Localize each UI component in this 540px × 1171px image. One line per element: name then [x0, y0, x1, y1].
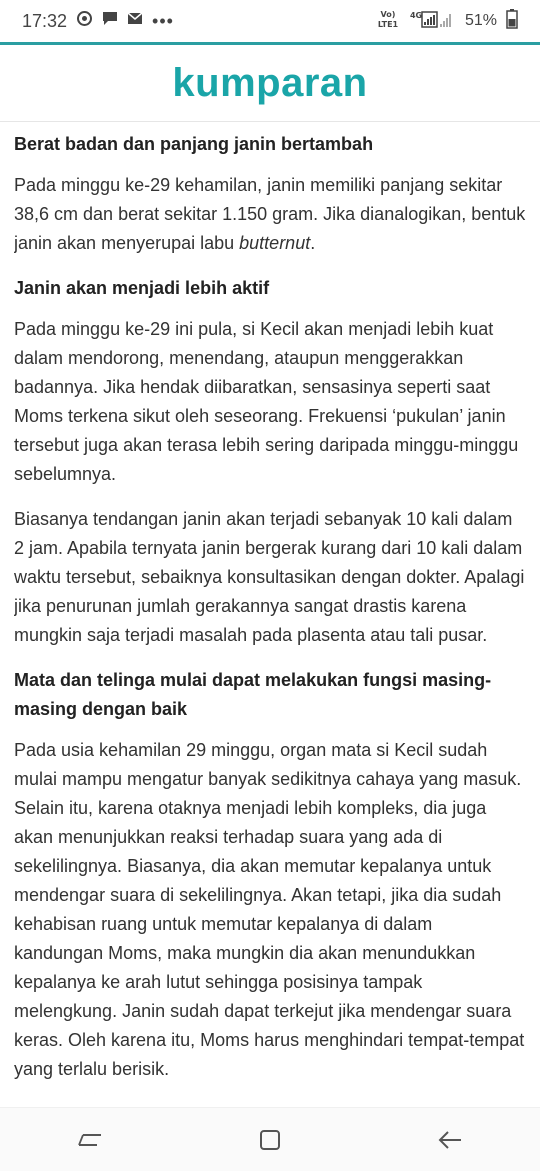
battery-percentage: 51%	[464, 12, 497, 29]
status-bar-right	[375, 9, 518, 34]
kumparan-logo[interactable]	[172, 63, 367, 103]
volte-icon	[375, 9, 401, 34]
chat-icon	[102, 11, 118, 31]
network-label-1: Vo)	[380, 9, 396, 19]
back-button[interactable]	[420, 1120, 480, 1160]
status-bar	[0, 0, 540, 42]
logo-text: kumparan	[172, 61, 368, 105]
section-heading-senses: Mata dan telinga mulai dapat melakukan fungsi masing-masing dengan baik	[14, 670, 492, 719]
section-heading-growth: Berat badan dan panjang janin bertambah	[14, 134, 374, 154]
more-notifications-icon: •••	[152, 11, 174, 31]
network-label-2: LTE1	[377, 19, 399, 29]
content-fade	[14, 1085, 526, 1107]
back-arrow-icon	[437, 1129, 463, 1151]
navigation-bar	[0, 1107, 540, 1171]
section-heading-active: Janin akan menjadi lebih aktif	[14, 278, 270, 298]
status-bar-left	[22, 10, 174, 32]
battery-icon	[506, 9, 518, 34]
sync-icon	[76, 10, 93, 32]
home-button[interactable]	[240, 1120, 300, 1160]
site-header	[0, 45, 540, 122]
recent-apps-button[interactable]	[60, 1120, 120, 1160]
home-icon	[258, 1128, 282, 1152]
signal-4g-icon	[410, 9, 456, 34]
article-body	[14, 122, 526, 1107]
recent-apps-icon	[77, 1129, 103, 1151]
paragraph-growth: Pada minggu ke-29 kehamilan, janin memiliki panjang sekitar 38,6 cm dan berat sekitar 1.150 gram. Jika dianalogikan, bentuk janin akan menyerupai labu butternut.	[14, 175, 526, 253]
italic-term: butternut	[239, 233, 311, 253]
paragraph-active-1: Pada minggu ke-29 ini pula, si Kecil akan menjadi lebih kuat dalam mendorong, menendang, ataupun menggerakkan badannya. Jika hendak diibaratkan, sensasinya seperti saat Moms terkena sikut oleh seseorang. Frekuensi ‘pukulan’ janin tersebut juga akan terasa lebih sering daripada minggu-minggu sebelumnya.	[14, 319, 519, 484]
mail-icon	[127, 12, 143, 30]
paragraph-senses: Pada usia kehamilan 29 minggu, organ mata si Kecil sudah mulai mampu mengatur banyak sedikitnya cahaya yang masuk. Selain itu, karena otaknya menjadi lebih kompleks, dia juga akan menunjukkan reaksi terhadap suara yang ada di sekelilingnya. Biasanya, dia akan memutar kepalanya untuk mendengar suara di sekelilingnya. Akan tetapi, jika dia sudah kehabisan ruang untuk memutar kepalanya di dalam kandungan Moms, maka mungkin dia akan menundukkan kepalanya ke arah lutut sehingga posisinya tampak melengkung. Janin sudah dapat terkejut jika mendengar suara keras. Oleh karena itu, Moms harus menghindari tempat-tempat yang terlalu berisik.	[14, 740, 525, 1079]
status-time: 17:32	[22, 10, 68, 31]
paragraph-active-2: Biasanya tendangan janin akan terjadi sebanyak 10 kali dalam 2 jam. Apabila ternyata janin bergerak kurang dari 10 kali dalam waktu tersebut, sebaiknya konsultasikan dengan dokter. Apalagi jika penurunan jumlah gerakannya sangat drastis karena mungkin saja terjadi masalah pada plasenta atau tali pusar.	[14, 509, 525, 645]
net-type-label: 4G	[409, 10, 423, 20]
